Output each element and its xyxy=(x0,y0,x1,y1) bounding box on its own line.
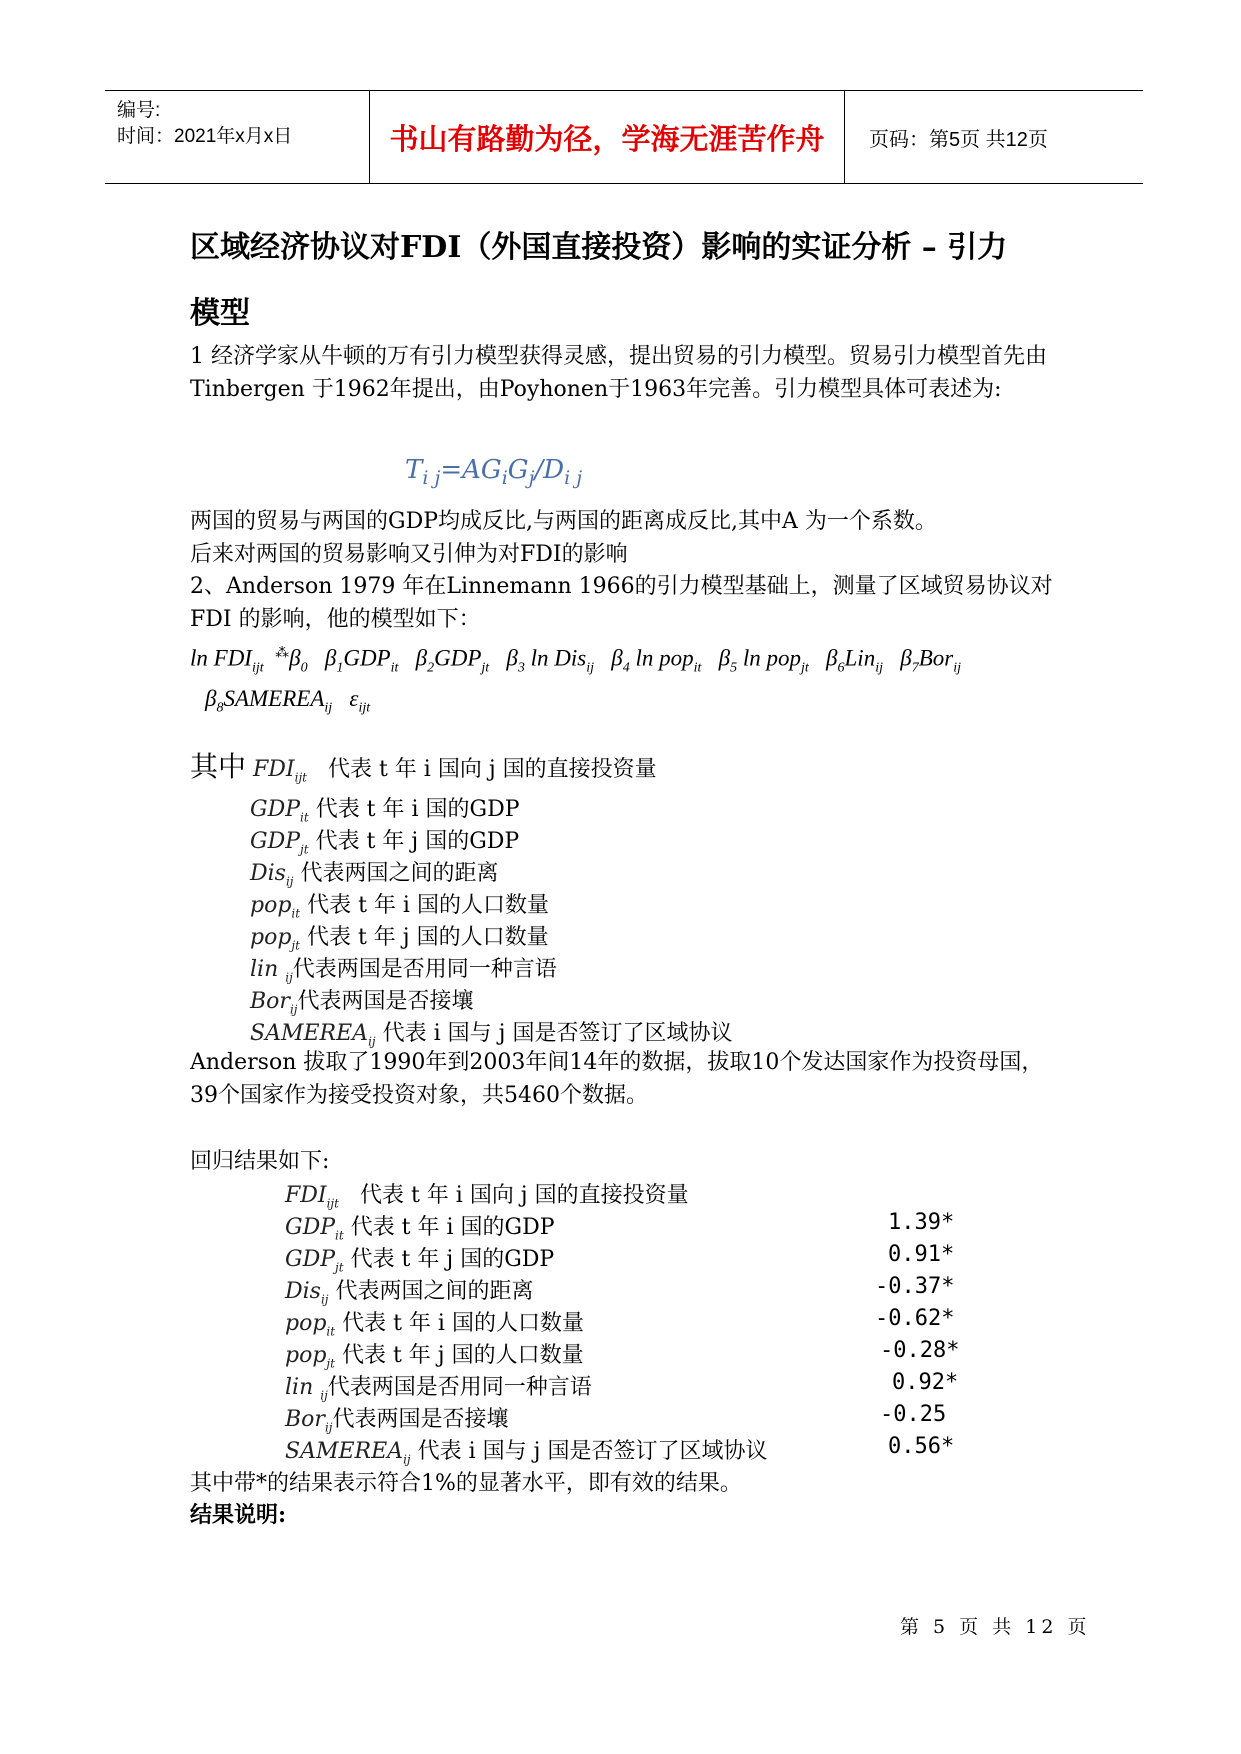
result-pop-j: pop$_{jt}$ 代表 t 年 j 国的人口数量 xyxy=(285,1343,584,1371)
formula-explanation: 两国的贸易与两国的GDP均成反比,与两国的距离成反比,其中A 为一个系数。 xyxy=(190,509,937,534)
header-left-cell xyxy=(105,91,370,183)
result-gdp-j: $GDP_{jt}$ 代表 t 年 j 国的GDP xyxy=(285,1247,555,1275)
result-pop-i: pop$_{it}$ 代表 t 年 i 国的人口数量 xyxy=(285,1311,584,1339)
coef-pop-j: -0.28* xyxy=(880,1338,960,1363)
result-bor: Bor$_{ij}$代表两国是否接壤 xyxy=(285,1407,509,1435)
result-label: 结果说明: xyxy=(190,1502,287,1528)
coef-samerea: 0.56* xyxy=(888,1434,955,1459)
def-bor: Bor$_{ij}$代表两国是否接壤 xyxy=(250,989,474,1017)
intro-paragraph: 1 经济学家从牛顿的万有引力模型获得灵感，提出贸易的引力模型。贸易引力模型首先由 Tinbergen 于1962年提出，由Poyhonen于1963年完善。引力模型具体可表述为: xyxy=(190,344,1047,402)
fdi-extension: 后来对两国的贸易影响又引伸为对FDI的影响 xyxy=(190,542,628,567)
page-indicator: 页码：第5页 共12页 xyxy=(869,128,1048,151)
def-pop-i: pop$_{it}$ 代表 t 年 i 国的人口数量 xyxy=(250,893,549,921)
result-fdi: $FDI_{ijt}$ 代表 t 年 i 国向 j 国的直接投资量 xyxy=(285,1183,689,1211)
coef-pop-i: -0.62* xyxy=(875,1306,955,1331)
coef-bor: -0.25 xyxy=(880,1402,947,1427)
result-dis: Dis$_{ij}$ 代表两国之间的距离 xyxy=(285,1279,534,1307)
def-lin: lin $_{ij}$代表两国是否用同一种言语 xyxy=(250,957,557,985)
page-footer: 第 5 页 共 12 页 xyxy=(900,1616,1091,1638)
coef-lin: 0.92* xyxy=(892,1370,959,1395)
coef-gdp-i: 1.39* xyxy=(888,1210,955,1235)
def-dis: Dis$_{ij}$ 代表两国之间的距离 xyxy=(250,861,499,889)
def-fdi: 其中 $FDI_{ijt}$ 代表 t 年 i 国向 j 国的直接投资量 xyxy=(190,750,657,785)
results-heading: 回归结果如下: xyxy=(190,1149,330,1174)
anderson-intro: 2、Anderson 1979 年在Linnemann 1966的引力模型基础上，测量了区域贸易协议对FDI 的影响，他的模型如下： xyxy=(190,574,1053,632)
def-gdp-i: $GDP_{it}$ 代表 t 年 i 国的GDP xyxy=(250,797,520,825)
gravity-formula: $T_{i j}=AG_iG_j/D_{i j}$ xyxy=(405,455,583,490)
page-title: 区域经济协议对FDI（外国直接投资）影响的实证分析 – 引力 xyxy=(190,230,1008,265)
data-description: Anderson 拔取了1990年到2003年间14年的数据，拔取10个发达国家作为投资母国，39个国家作为接受投资对象，共5460个数据。 xyxy=(190,1050,1044,1108)
result-gdp-i: $GDP_{it}$ 代表 t 年 i 国的GDP xyxy=(285,1215,555,1243)
page-title-cont: 模型 xyxy=(190,296,250,331)
def-gdp-j: $GDP_{jt}$ 代表 t 年 j 国的GDP xyxy=(250,829,520,857)
coef-dis: -0.37* xyxy=(875,1274,955,1299)
def-samerea: $SAMEREA_{ij}$ 代表 i 国与 j 国是否签订了区域协议 xyxy=(250,1021,733,1049)
serial-label: 编号: xyxy=(117,100,161,121)
model-equation-line2: $\beta_8SAMEREA_{ij}$ $\varepsilon_{ijt}$ xyxy=(205,686,371,716)
model-equation-line1: $\ln FDI_{ijt}$ $^⁂\beta_0$ $\beta_1GDP_{it}$ $\beta_2GDP_{jt}$ $\beta_3$ ln Dis$_{ij}$ $\beta_4$ ln pop$_{it}$ $\beta_5$ ln pop$_{jt}$ $\beta_6Lin_{ij}$ $\beta_7Bor_{ij}$ xyxy=(190,645,961,676)
where-label: 其中 xyxy=(190,750,247,783)
motto: 书山有路勤为径，学海无涯苦作舟 xyxy=(370,91,845,183)
result-samerea: $SAMEREA_{ij}$ 代表 i 国与 j 国是否签订了区域协议 xyxy=(285,1439,768,1467)
coef-gdp-j: 0.91* xyxy=(888,1242,955,1267)
def-pop-j: pop$_{jt}$ 代表 t 年 j 国的人口数量 xyxy=(250,925,549,953)
time-label: 时间：2021年x月x日 xyxy=(117,126,293,147)
header-table xyxy=(105,90,1143,184)
significance-note: 其中带*的结果表示符合1%的显著水平，即有效的结果。 xyxy=(190,1471,742,1496)
result-lin: lin $_{ij}$代表两国是否用同一种言语 xyxy=(285,1375,592,1403)
